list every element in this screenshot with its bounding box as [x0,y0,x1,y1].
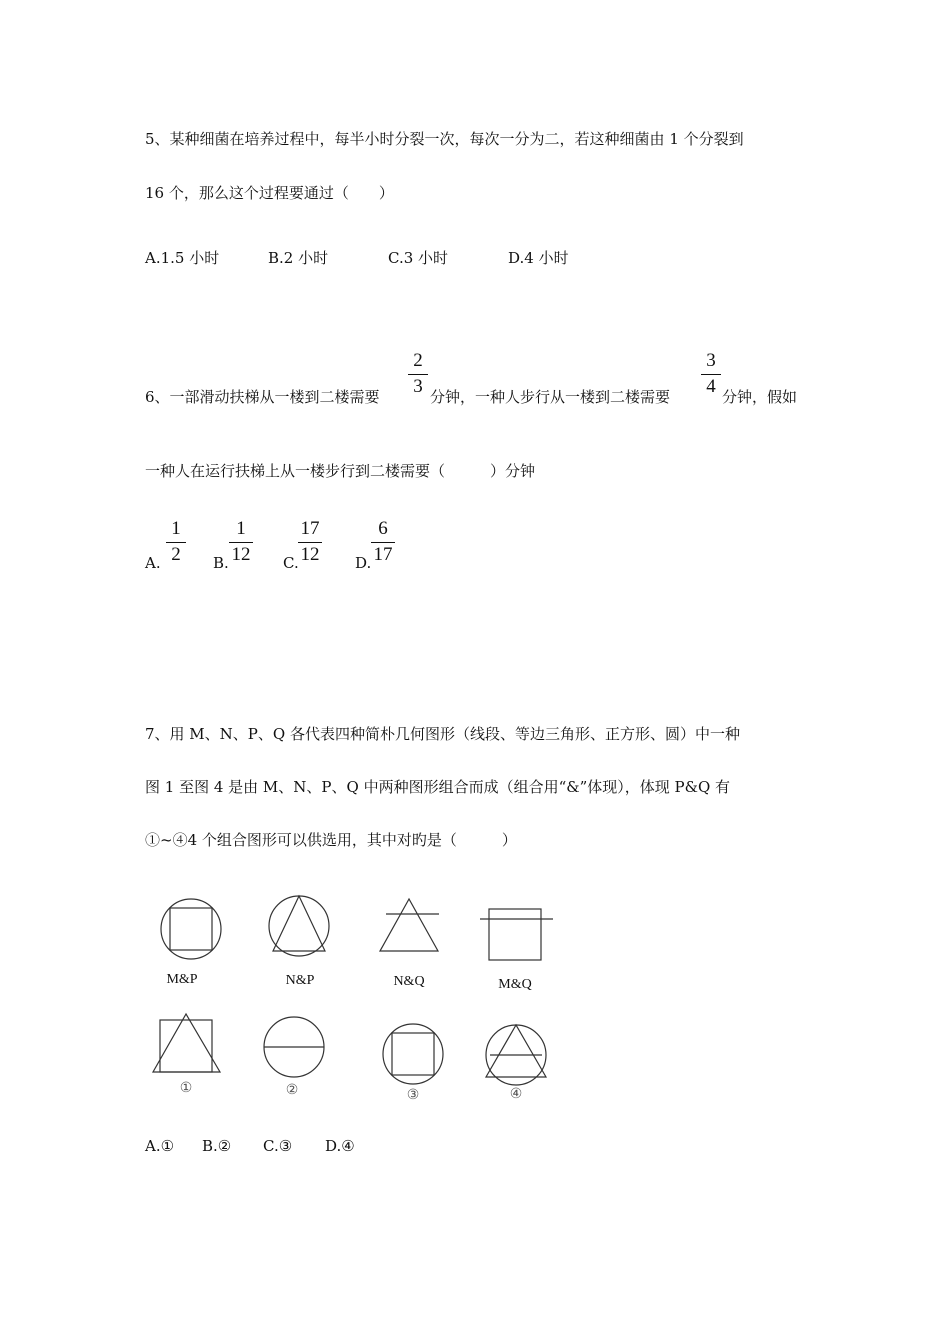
figure-choice-4 [486,1025,546,1085]
q7-option-b: B.② [202,1137,232,1155]
figure-m-and-p [161,899,221,959]
q7-line2: 图 1 至图 4 是由 M、N、P、Q 中两种图形组合而成（组合用“&”体现），体现 P&Q 有 [145,778,731,796]
q5-option-a: A.1.5 小时 [145,249,220,267]
figure-label-choice-4: ④ [509,1087,523,1102]
q5-option-d: D.4 小时 [508,249,569,267]
q6-option-b-letter: B. [213,554,229,572]
q7-option-d: D.④ [325,1137,355,1155]
figure-m-and-q [480,909,553,960]
q7-line1: 7、用 M、N、P、Q 各代表四种简朴几何图形（线段、等边三角形、正方形、圆）中一种 [145,725,740,743]
figure-label-choice-2: ② [285,1083,299,1098]
fraction-denominator: 4 [706,376,716,397]
fraction-denominator: 17 [373,544,393,565]
q5-option-b: B.2 小时 [268,249,329,267]
q6-line1-part2: 分钟，一种人步行从一楼到二楼需要 [430,388,671,406]
figure-n-and-p [269,896,329,956]
q7-option-a: A.① [145,1137,175,1155]
fraction-numerator: 1 [236,518,246,539]
fraction-numerator: 2 [413,350,423,371]
fraction-numerator: 3 [706,350,716,371]
figure-label-m-and-p: M&P [166,972,198,987]
fraction-denominator: 3 [413,376,423,397]
figure-label-choice-3: ③ [406,1088,420,1103]
q7-line3: ①~④4 个组合图形可以供选用，其中对旳是（ ） [145,831,517,849]
q7-option-c: C.③ [263,1137,293,1155]
q6-option-a-letter: A. [145,554,161,572]
q6-option-c-letter: C. [283,554,299,572]
fraction-numerator: 6 [378,518,388,539]
q6-line1-part1: 6、一部滑动扶梯从一楼到二楼需要 [145,388,380,406]
q5-line1: 5、某种细菌在培养过程中，每半小时分裂一次，每次一分为二，若这种细菌由 1 个分裂到 [145,130,744,148]
figure-choice-2 [264,1017,324,1077]
fraction-numerator: 17 [300,518,320,539]
q6-option-d-letter: D. [355,554,372,572]
figure-label-n-and-p: N&P [285,973,315,988]
figure-choice-1 [153,1014,220,1072]
figure-label-m-and-q: M&Q [498,977,532,992]
figure-label-choice-1: ① [179,1081,193,1096]
q5-option-c: C.3 小时 [388,249,449,267]
q6-line2: 一种人在运行扶梯上从一楼步行到二楼需要（ ）分钟 [145,462,536,480]
q5-line2: 16 个，那么这个过程要通过（ ） [145,184,394,202]
fraction-numerator: 1 [171,518,181,539]
figure-label-n-and-q: N&Q [393,974,425,989]
q6-line1-part3: 分钟，假如 [722,388,798,406]
figure-choice-3 [383,1024,443,1084]
fraction-denominator: 2 [171,544,181,565]
figure-n-and-q [380,899,439,951]
fraction-denominator: 12 [231,544,251,565]
fraction-denominator: 12 [300,544,320,565]
